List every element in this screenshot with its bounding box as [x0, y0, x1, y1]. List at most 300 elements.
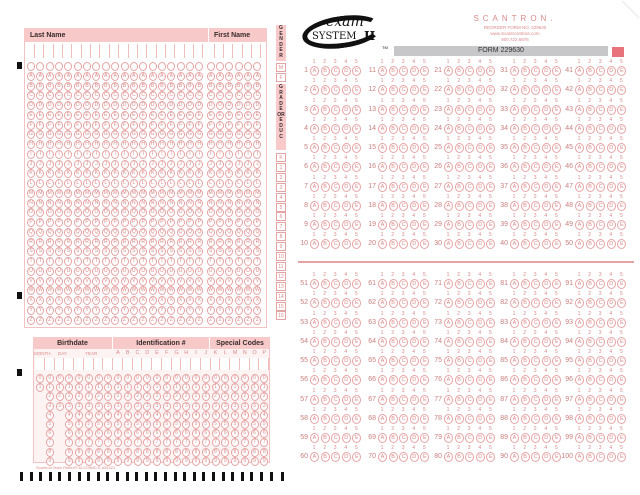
name-bubble[interactable]: I	[46, 150, 54, 159]
name-bubble[interactable]: K	[139, 169, 147, 178]
answer-bubble-29-D[interactable]: D	[476, 220, 485, 230]
name-bubble[interactable]: N	[64, 199, 72, 208]
name-bubble[interactable]: H	[46, 140, 54, 149]
year-bubble[interactable]: 6	[75, 429, 83, 438]
answer-bubble-60-B[interactable]: B	[321, 452, 330, 462]
name-bubble[interactable]: I	[111, 150, 119, 159]
answer-bubble-28-A[interactable]: A	[444, 201, 453, 211]
name-bubble[interactable]: O	[139, 208, 147, 217]
id-entry-box[interactable]	[133, 358, 143, 370]
answer-bubble-23-D[interactable]: D	[476, 105, 485, 115]
answer-bubble-39-A[interactable]: A	[510, 220, 519, 230]
name-bubble[interactable]: K	[167, 169, 175, 178]
answer-bubble-25-B[interactable]: B	[455, 143, 464, 153]
name-letter-box[interactable]	[252, 44, 261, 58]
name-bubble[interactable]: Z	[55, 316, 63, 325]
name-bubble[interactable]: J	[207, 160, 215, 169]
name-bubble[interactable]: N	[55, 199, 63, 208]
name-bubble[interactable]: S	[177, 247, 185, 256]
name-bubble[interactable]: D	[207, 101, 215, 110]
answer-bubble-91-C[interactable]: C	[596, 279, 605, 289]
answer-bubble-52-C[interactable]: C	[331, 298, 340, 308]
answer-bubble-61-A[interactable]: A	[378, 279, 387, 289]
name-bubble[interactable]: V	[158, 277, 166, 286]
answer-bubble-84-E[interactable]: E	[552, 337, 561, 347]
year-bubble[interactable]: 2	[75, 392, 83, 401]
name-bubble[interactable]: I	[235, 150, 243, 159]
name-bubble[interactable]: P	[64, 218, 72, 227]
name-bubble[interactable]: A	[139, 72, 147, 81]
answer-bubble-71-E[interactable]: E	[486, 279, 495, 289]
answer-bubble-4-A[interactable]: A	[310, 124, 319, 134]
name-bubble[interactable]: X	[27, 296, 35, 305]
special-bubble[interactable]: 2	[231, 392, 239, 401]
name-bubble[interactable]: G	[83, 130, 91, 139]
name-bubble[interactable]: J	[186, 160, 194, 169]
name-bubble[interactable]: R	[102, 238, 110, 247]
answer-bubble-73-A[interactable]: A	[444, 318, 453, 328]
name-bubble[interactable]: U	[111, 267, 119, 276]
answer-bubble-8-E[interactable]: E	[352, 201, 361, 211]
name-bubble[interactable]: M	[169, 189, 174, 196]
id-bubble[interactable]: 6	[143, 429, 151, 438]
answer-bubble-97-B[interactable]: B	[586, 395, 595, 405]
answer-bubble-69-D[interactable]: D	[410, 433, 419, 443]
name-bubble[interactable]: K	[207, 169, 215, 178]
name-bubble[interactable]: R	[55, 238, 63, 247]
name-bubble[interactable]: Z	[130, 316, 138, 325]
answer-bubble-95-D[interactable]: D	[607, 356, 616, 366]
answer-bubble-87-E[interactable]: E	[552, 395, 561, 405]
id-entry-box[interactable]	[240, 358, 250, 370]
id-bubble[interactable]: 6	[202, 429, 210, 438]
answer-bubble-37-A[interactable]: A	[510, 182, 519, 192]
name-letter-box[interactable]	[243, 44, 252, 58]
name-bubble[interactable]: W	[28, 287, 34, 294]
name-bubble[interactable]: R	[139, 238, 147, 247]
name-bubble[interactable]: V	[149, 277, 157, 286]
special-bubble[interactable]: 1	[241, 383, 249, 392]
answer-bubble-84-B[interactable]: B	[521, 337, 530, 347]
answer-bubble-95-E[interactable]: E	[617, 356, 626, 366]
name-bubble[interactable]: G	[27, 130, 35, 139]
answer-bubble-28-C[interactable]: C	[465, 201, 474, 211]
name-bubble[interactable]: O	[216, 208, 224, 217]
name-bubble[interactable]: F	[102, 121, 110, 130]
name-letter-box[interactable]	[157, 44, 166, 58]
name-bubble[interactable]: R	[253, 238, 261, 247]
grade-option[interactable]: 6	[276, 212, 286, 221]
answer-bubble-14-A[interactable]: A	[378, 124, 387, 134]
answer-bubble-39-B[interactable]: B	[521, 220, 530, 230]
name-bubble[interactable]: Y	[253, 306, 261, 315]
name-bubble[interactable]: W	[208, 287, 213, 294]
answer-bubble-94-D[interactable]: D	[607, 337, 616, 347]
name-bubble[interactable]: V	[111, 277, 119, 286]
name-bubble[interactable]: Y	[46, 306, 54, 315]
grade-option[interactable]: 8	[276, 232, 286, 241]
year-bubble[interactable]: 6	[85, 429, 93, 438]
answer-bubble-50-A[interactable]: A	[575, 239, 584, 249]
day-1-bubble[interactable]: 2	[56, 392, 64, 401]
name-bubble[interactable]: Y	[167, 306, 175, 315]
answer-bubble-91-A[interactable]: A	[575, 279, 584, 289]
day-2-bubble[interactable]: 1	[65, 383, 73, 392]
answer-bubble-51-A[interactable]: A	[310, 279, 319, 289]
name-bubble[interactable]: S	[244, 247, 252, 256]
id-entry-box[interactable]	[250, 358, 260, 370]
name-bubble[interactable]: K	[186, 169, 194, 178]
name-bubble[interactable]: J	[74, 160, 82, 169]
answer-bubble-21-A[interactable]: A	[444, 66, 453, 76]
name-bubble[interactable]: U	[74, 267, 82, 276]
answer-bubble-62-D[interactable]: D	[410, 298, 419, 308]
special-bubble[interactable]: 0	[251, 374, 259, 383]
name-bubble[interactable]: W	[56, 287, 62, 294]
name-bubble[interactable]: H	[225, 140, 233, 149]
name-bubble[interactable]: K	[36, 169, 44, 178]
special-bubble[interactable]: 4	[212, 411, 220, 420]
id-bubble[interactable]: 5	[134, 420, 142, 429]
answer-bubble-75-D[interactable]: D	[476, 356, 485, 366]
id-bubble[interactable]: 1	[124, 383, 132, 392]
special-bubble[interactable]: 5	[221, 420, 229, 429]
answer-bubble-81-C[interactable]: C	[531, 279, 540, 289]
answer-bubble-30-D[interactable]: D	[476, 239, 485, 249]
answer-bubble-76-A[interactable]: A	[444, 375, 453, 385]
day-2-bubble[interactable]: 0	[65, 374, 73, 383]
answer-bubble-24-E[interactable]: E	[486, 124, 495, 134]
grade-option[interactable]: 13	[276, 282, 286, 291]
answer-bubble-70-D[interactable]: D	[410, 452, 419, 462]
name-bubble[interactable]: T	[149, 257, 157, 266]
id-bubble[interactable]: 5	[114, 420, 122, 429]
answer-bubble-58-B[interactable]: B	[321, 414, 330, 424]
id-bubble[interactable]: 0	[134, 374, 142, 383]
answer-bubble-36-D[interactable]: D	[542, 162, 551, 172]
name-bubble[interactable]: J	[177, 160, 185, 169]
name-bubble[interactable]: T	[177, 257, 185, 266]
name-bubble[interactable]: Q	[207, 228, 215, 237]
answer-bubble-27-B[interactable]: B	[455, 182, 464, 192]
name-bubble[interactable]: V	[121, 277, 129, 286]
name-bubble[interactable]: W	[178, 287, 183, 294]
name-bubble[interactable]: T	[244, 257, 252, 266]
name-bubble[interactable]: M	[94, 189, 99, 196]
answer-bubble-100-E[interactable]: E	[617, 452, 626, 462]
id-bubble[interactable]: 3	[114, 402, 122, 411]
answer-bubble-74-E[interactable]: E	[486, 337, 495, 347]
answer-bubble-5-B[interactable]: B	[321, 143, 330, 153]
name-bubble[interactable]: Y	[244, 306, 252, 315]
special-bubble[interactable]: 9	[231, 457, 239, 466]
month-2-bubble[interactable]: 6	[46, 429, 54, 438]
name-bubble[interactable]: B	[121, 82, 129, 91]
answer-bubble-3-E[interactable]: E	[352, 105, 361, 115]
id-bubble[interactable]: 4	[124, 411, 132, 420]
answer-bubble-7-B[interactable]: B	[321, 182, 330, 192]
answer-bubble-10-D[interactable]: D	[342, 239, 351, 249]
name-bubble[interactable]: R	[111, 238, 119, 247]
answer-bubble-58-E[interactable]: E	[352, 414, 361, 424]
name-bubble[interactable]: N	[225, 199, 233, 208]
name-bubble[interactable]: U	[121, 267, 129, 276]
name-bubble[interactable]: L	[83, 179, 91, 188]
name-bubble[interactable]: K	[225, 169, 233, 178]
name-bubble[interactable]: Q	[244, 228, 252, 237]
answer-bubble-53-D[interactable]: D	[342, 318, 351, 328]
id-entry-box[interactable]	[181, 358, 191, 370]
answer-bubble-51-D[interactable]: D	[342, 279, 351, 289]
answer-bubble-97-D[interactable]: D	[607, 395, 616, 405]
answer-bubble-90-B[interactable]: B	[521, 452, 530, 462]
special-bubble[interactable]: 7	[212, 438, 220, 447]
answer-bubble-38-C[interactable]: C	[531, 201, 540, 211]
name-bubble[interactable]: B	[158, 82, 166, 91]
answer-bubble-29-A[interactable]: A	[444, 220, 453, 230]
answer-bubble-85-A[interactable]: A	[510, 356, 519, 366]
answer-bubble-41-B[interactable]: B	[586, 66, 595, 76]
name-bubble[interactable]: H	[27, 140, 35, 149]
name-letter-box[interactable]	[35, 44, 44, 58]
id-bubble[interactable]: 8	[173, 448, 181, 457]
answer-bubble-3-C[interactable]: C	[331, 105, 340, 115]
name-bubble[interactable]: S	[253, 247, 261, 256]
name-bubble[interactable]: J	[46, 160, 54, 169]
name-bubble[interactable]: M	[103, 189, 108, 196]
answer-bubble-34-B[interactable]: B	[521, 124, 530, 134]
name-bubble[interactable]: L	[149, 179, 157, 188]
answer-bubble-21-E[interactable]: E	[486, 66, 495, 76]
answer-bubble-88-C[interactable]: C	[531, 414, 540, 424]
id-bubble[interactable]: 2	[182, 392, 190, 401]
answer-bubble-30-A[interactable]: A	[444, 239, 453, 249]
answer-bubble-80-E[interactable]: E	[486, 452, 495, 462]
name-bubble[interactable]: S	[139, 247, 147, 256]
year-bubble[interactable]: 8	[104, 448, 112, 457]
name-bubble[interactable]: C	[244, 91, 252, 100]
answer-bubble-63-E[interactable]: E	[420, 318, 429, 328]
day-2-bubble[interactable]: 3	[65, 402, 73, 411]
day-2-bubble[interactable]: 8	[65, 448, 73, 457]
answer-bubble-13-A[interactable]: A	[378, 105, 387, 115]
answer-bubble-83-E[interactable]: E	[552, 318, 561, 328]
name-bubble[interactable]: Z	[186, 316, 194, 325]
name-bubble[interactable]: V	[253, 277, 261, 286]
name-bubble[interactable]: L	[253, 179, 261, 188]
name-bubble[interactable]: L	[158, 179, 166, 188]
name-bubble[interactable]: M	[187, 189, 193, 196]
grade-option[interactable]: 10	[276, 252, 286, 261]
name-bubble[interactable]: R	[225, 238, 233, 247]
year-bubble[interactable]: 1	[104, 383, 112, 392]
name-bubble[interactable]: V	[207, 277, 215, 286]
name-bubble[interactable]: D	[111, 101, 119, 110]
name-bubble[interactable]: P	[225, 218, 233, 227]
answer-bubble-22-B[interactable]: B	[455, 85, 464, 95]
answer-bubble-46-B[interactable]: B	[586, 162, 595, 172]
id-bubble[interactable]: 4	[153, 411, 161, 420]
answer-bubble-52-D[interactable]: D	[342, 298, 351, 308]
name-bubble[interactable]: W	[150, 287, 155, 294]
name-bubble[interactable]: E	[195, 111, 203, 120]
name-bubble[interactable]: N	[167, 199, 175, 208]
answer-bubble-15-D[interactable]: D	[410, 143, 419, 153]
special-bubble[interactable]: 0	[212, 374, 220, 383]
answer-bubble-77-A[interactable]: A	[444, 395, 453, 405]
id-bubble[interactable]: 9	[173, 457, 181, 466]
year-bubble[interactable]: 6	[104, 429, 112, 438]
name-bubble[interactable]: W	[131, 287, 137, 294]
answer-bubble-2-B[interactable]: B	[321, 85, 330, 95]
name-bubble[interactable]: X	[121, 296, 129, 305]
id-bubble[interactable]: 6	[192, 429, 200, 438]
answer-bubble-13-C[interactable]: C	[399, 105, 408, 115]
month-1-bubble[interactable]: 0	[36, 374, 44, 383]
id-bubble[interactable]: 6	[153, 429, 161, 438]
name-bubble[interactable]: O	[244, 208, 252, 217]
name-bubble[interactable]: L	[64, 179, 72, 188]
answer-bubble-10-C[interactable]: C	[331, 239, 340, 249]
name-bubble[interactable]: O	[130, 208, 138, 217]
answer-bubble-78-E[interactable]: E	[486, 414, 495, 424]
name-bubble[interactable]	[27, 62, 35, 71]
name-bubble[interactable]: D	[195, 101, 203, 110]
name-bubble[interactable]: V	[139, 277, 147, 286]
name-bubble[interactable]: L	[139, 179, 147, 188]
answer-bubble-50-D[interactable]: D	[607, 239, 616, 249]
answer-bubble-65-B[interactable]: B	[389, 356, 398, 366]
answer-bubble-59-A[interactable]: A	[310, 433, 319, 443]
name-bubble[interactable]: X	[74, 296, 82, 305]
name-bubble[interactable]: A	[121, 72, 129, 81]
name-bubble[interactable]: A	[235, 72, 243, 81]
name-bubble[interactable]: D	[167, 101, 175, 110]
answer-bubble-44-E[interactable]: E	[617, 124, 626, 134]
name-bubble[interactable]: A	[195, 72, 203, 81]
name-bubble[interactable]: Y	[195, 306, 203, 315]
id-bubble[interactable]: 0	[124, 374, 132, 383]
name-bubble[interactable]: G	[225, 130, 233, 139]
answer-bubble-94-B[interactable]: B	[586, 337, 595, 347]
id-bubble[interactable]: 0	[182, 374, 190, 383]
answer-bubble-12-E[interactable]: E	[420, 85, 429, 95]
name-bubble[interactable]: A	[130, 72, 138, 81]
name-bubble[interactable]: A	[253, 72, 261, 81]
answer-bubble-71-D[interactable]: D	[476, 279, 485, 289]
answer-bubble-10-E[interactable]: E	[352, 239, 361, 249]
name-bubble[interactable]: K	[102, 169, 110, 178]
answer-bubble-36-B[interactable]: B	[521, 162, 530, 172]
name-bubble[interactable]: D	[244, 101, 252, 110]
name-bubble[interactable]: Z	[225, 316, 233, 325]
answer-bubble-54-A[interactable]: A	[310, 337, 319, 347]
special-bubble[interactable]: 7	[260, 438, 268, 447]
answer-bubble-37-E[interactable]: E	[552, 182, 561, 192]
answer-bubble-33-C[interactable]: C	[531, 105, 540, 115]
id-entry-box[interactable]	[162, 358, 172, 370]
name-bubble[interactable]: A	[244, 72, 252, 81]
answer-bubble-31-D[interactable]: D	[542, 66, 551, 76]
answer-bubble-51-B[interactable]: B	[321, 279, 330, 289]
name-bubble[interactable]: D	[36, 101, 44, 110]
name-bubble[interactable]: B	[167, 82, 175, 91]
year-bubble[interactable]: 7	[95, 438, 103, 447]
answer-bubble-87-A[interactable]: A	[510, 395, 519, 405]
name-bubble[interactable]: M	[75, 189, 80, 196]
name-bubble[interactable]: E	[121, 111, 129, 120]
answer-bubble-66-D[interactable]: D	[410, 375, 419, 385]
name-bubble[interactable]: S	[158, 247, 166, 256]
answer-bubble-75-C[interactable]: C	[465, 356, 474, 366]
answer-bubble-43-A[interactable]: A	[575, 105, 584, 115]
answer-bubble-20-A[interactable]: A	[378, 239, 387, 249]
answer-bubble-47-D[interactable]: D	[607, 182, 616, 192]
id-bubble[interactable]: 7	[153, 438, 161, 447]
name-bubble[interactable]: H	[74, 140, 82, 149]
name-bubble[interactable]: G	[195, 130, 203, 139]
id-bubble[interactable]: 7	[134, 438, 142, 447]
id-bubble[interactable]: 6	[124, 429, 132, 438]
name-bubble[interactable]: T	[64, 257, 72, 266]
answer-bubble-48-E[interactable]: E	[617, 201, 626, 211]
name-bubble[interactable]: M	[56, 189, 62, 196]
id-bubble[interactable]: 0	[143, 374, 151, 383]
name-bubble[interactable]: H	[235, 140, 243, 149]
name-bubble[interactable]: P	[149, 218, 157, 227]
special-bubble[interactable]: 8	[221, 448, 229, 457]
name-bubble[interactable]: S	[207, 247, 215, 256]
name-bubble[interactable]: U	[207, 267, 215, 276]
special-bubble[interactable]: 9	[221, 457, 229, 466]
name-bubble[interactable]: X	[55, 296, 63, 305]
name-bubble[interactable]: A	[36, 72, 44, 81]
name-bubble[interactable]: B	[102, 82, 110, 91]
name-bubble[interactable]: T	[130, 257, 138, 266]
name-bubble[interactable]: X	[186, 296, 194, 305]
name-letter-box[interactable]	[166, 44, 175, 58]
name-bubble[interactable]: A	[64, 72, 72, 81]
special-bubble[interactable]: 3	[251, 402, 259, 411]
answer-bubble-75-B[interactable]: B	[455, 356, 464, 366]
answer-bubble-98-B[interactable]: B	[586, 414, 595, 424]
name-letter-box[interactable]	[185, 44, 194, 58]
name-bubble[interactable]: U	[64, 267, 72, 276]
name-bubble[interactable]: U	[177, 267, 185, 276]
year-bubble[interactable]: 3	[95, 402, 103, 411]
special-bubble[interactable]: 2	[221, 392, 229, 401]
answer-bubble-84-C[interactable]: C	[531, 337, 540, 347]
name-bubble[interactable]: J	[64, 160, 72, 169]
answer-bubble-43-E[interactable]: E	[617, 105, 626, 115]
answer-bubble-61-B[interactable]: B	[389, 279, 398, 289]
name-bubble[interactable]: B	[216, 82, 224, 91]
name-bubble[interactable]: G	[111, 130, 119, 139]
name-bubble[interactable]: X	[195, 296, 203, 305]
answer-bubble-90-E[interactable]: E	[552, 452, 561, 462]
name-bubble[interactable]: U	[149, 267, 157, 276]
name-bubble[interactable]: W	[217, 287, 223, 294]
special-bubble[interactable]: 1	[212, 383, 220, 392]
answer-bubble-58-A[interactable]: A	[310, 414, 319, 424]
name-bubble[interactable]: L	[111, 179, 119, 188]
name-bubble[interactable]: R	[36, 238, 44, 247]
name-bubble[interactable]: R	[195, 238, 203, 247]
id-bubble[interactable]: 4	[182, 411, 190, 420]
name-bubble[interactable]: F	[36, 121, 44, 130]
answer-bubble-23-E[interactable]: E	[486, 105, 495, 115]
special-bubble[interactable]: 8	[251, 448, 259, 457]
